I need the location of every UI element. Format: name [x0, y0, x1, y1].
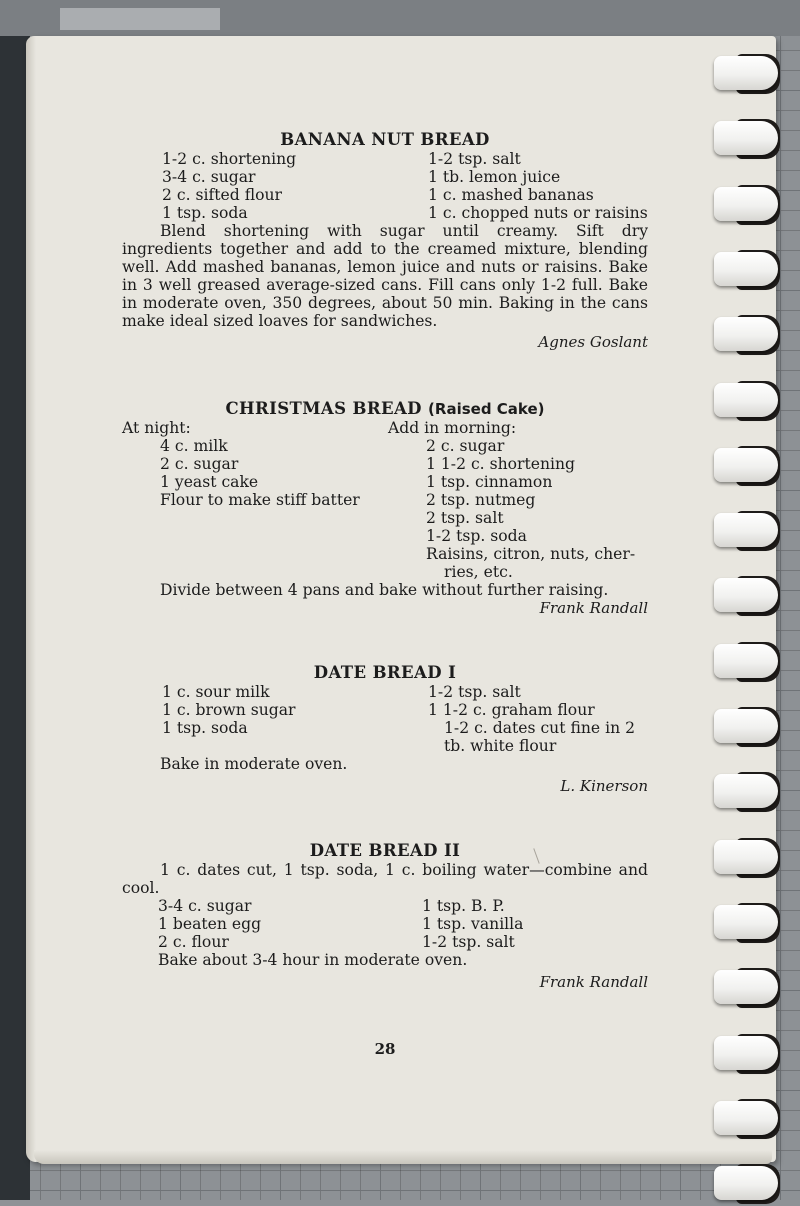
binding-ring [706, 183, 784, 227]
binding-ring-loop [714, 1036, 778, 1070]
page-bottom-edge [34, 1150, 772, 1164]
ingredient: ries, etc. [444, 563, 513, 581]
recipe-author: Frank Randall [539, 599, 648, 617]
recipe-directions: Bake about 3-4 hour in moderate oven. [158, 951, 468, 969]
ingredient: tb. white flour [444, 737, 557, 755]
recipe-author: Frank Randall [539, 973, 648, 991]
ingredient-columns [122, 150, 648, 222]
ingredient: 1 yeast cake [160, 473, 259, 491]
binding-ring-loop [714, 578, 778, 612]
ingredients-left [122, 419, 388, 581]
binding-ring [706, 1032, 784, 1076]
ingredient: 1 c. mashed bananas [428, 186, 594, 204]
ingredient: 1 tb. lemon juice [428, 168, 561, 186]
ingredient: 1 tsp. cinnamon [426, 473, 553, 491]
recipe-directions: Blend shortening with sugar until creamy. Sift dry ingredients together and add to the creamed mixture, blending well. Add mashed bananas, lemon juice and nuts or raisins. Bake in 3 well greased average-sized cans. Fill cans only 1-2 full. Bake in moderate oven, 350 degrees, about 50 min. Baking in the cans make ideal sized loaves for sandwiches. [122, 222, 648, 330]
recipe-title: BANANA NUT BREAD [280, 130, 490, 149]
ingredient: 1 beaten egg [158, 915, 262, 933]
binding-ring [706, 966, 784, 1010]
ingredient: 1-2 c. shortening [162, 150, 297, 168]
binding-ring [706, 640, 784, 684]
binding-ring [706, 313, 784, 357]
ingredient: 1 1-2 c. graham flour [428, 701, 595, 719]
binding-ring-loop [714, 317, 778, 351]
recipe-page-content [122, 130, 648, 1058]
binding-ring [706, 444, 784, 488]
binding-ring-loop [714, 1166, 778, 1200]
ingredient: 2 tsp. nutmeg [426, 491, 536, 509]
recipe-author: L. Kinerson [560, 777, 648, 795]
ingredient: Raisins, citron, nuts, cher- [426, 545, 636, 563]
page-number: 28 [374, 1040, 396, 1058]
ingredient: 1 tsp. soda [162, 719, 248, 737]
binding-ring-loop [714, 383, 778, 417]
recipe-christmas-bread [122, 399, 648, 617]
ingredient: 1 1-2 c. shortening [426, 455, 576, 473]
recipe-directions: Divide between 4 pans and bake without further raising. [160, 581, 609, 599]
binding-ring [706, 379, 784, 423]
ingredients-left [122, 150, 428, 222]
binding-ring [706, 770, 784, 814]
recipe-directions: Bake in moderate oven. [160, 755, 348, 773]
ingredient: 1 c. chopped nuts or raisins [428, 204, 648, 222]
binding-ring-loop [714, 56, 778, 90]
recipe-title-text: CHRISTMAS BREAD [225, 399, 422, 418]
ingredients-left [122, 897, 422, 951]
binding-ring-loop [714, 644, 778, 678]
binding-ring [706, 836, 784, 880]
binding-ring [706, 1097, 784, 1141]
ingredient: 2 c. sugar [160, 455, 239, 473]
ingredient: 1-2 c. dates cut fine in 2 [444, 719, 635, 737]
binding-ring [706, 248, 784, 292]
ingredients-right [422, 897, 648, 951]
recipe-date-bread-2 [122, 841, 648, 991]
ingredient: 3-4 c. sugar [158, 897, 252, 915]
ingredient-columns [122, 419, 648, 581]
ingredient: 1 tsp. B. P. [422, 897, 505, 915]
ingredients-right [428, 150, 648, 222]
ingredient: 4 c. milk [160, 437, 228, 455]
ingredient: 1 tsp. soda [162, 204, 248, 222]
tape-strip [60, 8, 220, 30]
recipe-date-bread-1 [122, 663, 648, 795]
binding-ring-loop [714, 905, 778, 939]
binding-ring-loop [714, 252, 778, 286]
binding-ring [706, 705, 784, 749]
spiral-binding [706, 40, 800, 1170]
binding-ring [706, 52, 784, 96]
ingredient: 3-4 c. sugar [162, 168, 256, 186]
binding-ring [706, 1162, 784, 1206]
recipe-subtitle: (Raised Cake) [428, 400, 545, 418]
binding-ring-loop [714, 774, 778, 808]
ingredient: 2 c. sugar [426, 437, 505, 455]
ingredient: 1-2 tsp. salt [428, 150, 521, 168]
recipe-title [122, 399, 648, 419]
binding-ring [706, 901, 784, 945]
section-heading: Add in morning: [388, 419, 517, 437]
binding-ring [706, 509, 784, 553]
ingredient: 2 c. sifted flour [162, 186, 283, 204]
binding-ring-loop [714, 448, 778, 482]
ingredient: 2 c. flour [158, 933, 229, 951]
page-left-edge [26, 36, 36, 1162]
ingredient: 1 c. sour milk [162, 683, 270, 701]
binding-ring-loop [714, 187, 778, 221]
recipe-banana-nut-bread [122, 130, 648, 351]
recipe-title: DATE BREAD II [309, 841, 461, 860]
recipe-intro: 1 c. dates cut, 1 tsp. soda, 1 c. boiling water—combine and cool. [122, 861, 648, 897]
ingredient: 1 c. brown sugar [162, 701, 296, 719]
ingredient: 1-2 tsp. salt [422, 933, 515, 951]
ingredients-right [388, 419, 648, 581]
ingredient-columns [122, 683, 648, 755]
ingredient: 1-2 tsp. soda [426, 527, 527, 545]
binding-ring [706, 117, 784, 161]
binding-ring-loop [714, 970, 778, 1004]
binding-ring-loop [714, 1101, 778, 1135]
ingredient: 1 tsp. vanilla [422, 915, 524, 933]
ingredient: Flour to make stiff batter [160, 491, 360, 509]
ingredient: 1-2 tsp. salt [428, 683, 521, 701]
binding-ring-loop [714, 840, 778, 874]
binding-ring-loop [714, 513, 778, 547]
binding-ring-loop [714, 709, 778, 743]
section-heading: At night: [122, 419, 191, 437]
ingredients-left [122, 683, 428, 755]
recipe-title: DATE BREAD I [313, 663, 457, 682]
ingredient: 2 tsp. salt [426, 509, 504, 527]
binding-ring-loop [714, 121, 778, 155]
binding-ring [706, 574, 784, 618]
ingredients-right [428, 683, 648, 755]
ingredient-columns [122, 897, 648, 951]
recipe-author: Agnes Goslant [538, 333, 648, 351]
